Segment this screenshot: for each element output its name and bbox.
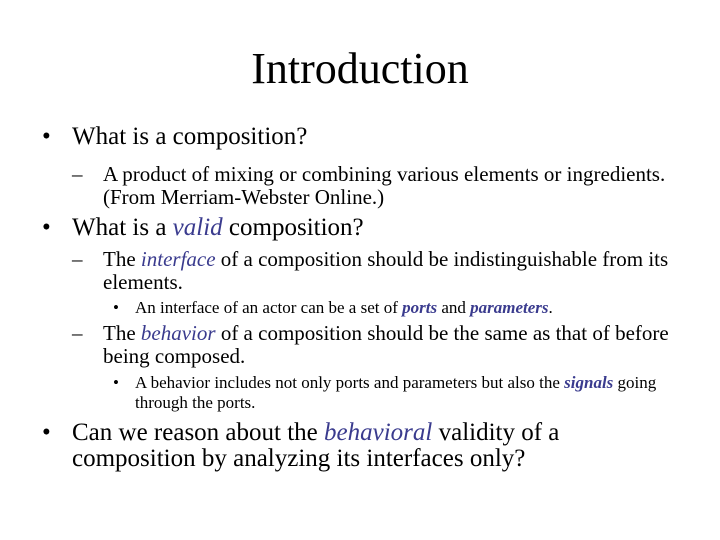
text-segment: . xyxy=(548,298,553,317)
emphasis-valid: valid xyxy=(172,214,223,241)
text-segment: validity of a composition by analyzing its interfaces only? xyxy=(72,419,560,472)
bullet-marker: • xyxy=(42,214,51,241)
subbullet-text xyxy=(72,248,682,294)
emphasis-ports: ports xyxy=(402,298,438,317)
dash-marker: – xyxy=(72,162,83,186)
text-segment: and xyxy=(437,298,471,317)
emphasis-behavioral: behavioral xyxy=(324,419,433,446)
bullet-what-is-valid-composition xyxy=(42,215,682,241)
bullet-text: What is a composition? xyxy=(72,123,308,150)
bullet-reason-behavioral-validity xyxy=(42,420,682,472)
text-segment: composition? xyxy=(222,214,364,241)
text-segment: A behavior includes not only ports and parameters but also the xyxy=(135,373,565,392)
subsubbullet-text xyxy=(113,298,673,318)
bullet-text xyxy=(42,420,682,472)
dash-marker: – xyxy=(72,247,83,271)
subsubbullet-behavior-signals xyxy=(113,373,673,413)
subbullet-interface xyxy=(72,248,682,294)
emphasis-interface: interface xyxy=(140,247,216,271)
bullet-marker: • xyxy=(113,373,119,392)
subbullet-composition-definition xyxy=(72,163,682,209)
bullet-marker: • xyxy=(42,419,51,446)
text-segment: What is a xyxy=(72,214,173,241)
text-segment: of a composition should be the same as that of before being composed. xyxy=(103,321,669,368)
text-segment: The xyxy=(103,247,141,271)
text-segment: The xyxy=(103,321,141,345)
bullet-marker: • xyxy=(42,123,51,150)
emphasis-parameters: parameters xyxy=(470,298,549,317)
subbullet-text xyxy=(72,322,682,368)
emphasis-behavior: behavior xyxy=(140,321,216,345)
subbullet-behavior xyxy=(72,322,682,368)
text-segment: of a composition should be indistinguishable from its elements. xyxy=(103,247,669,294)
bullet-what-is-composition xyxy=(42,124,682,150)
emphasis-signals: signals xyxy=(564,373,614,392)
subsubbullet-interface-ports xyxy=(113,298,673,318)
text-segment: Can we reason about the xyxy=(72,419,325,446)
dash-marker: – xyxy=(72,321,83,345)
bullet-text xyxy=(42,215,682,241)
slide-title: Introduction xyxy=(251,44,469,93)
subbullet-text: A product of mixing or combining various elements or ingredients. (From Merriam-Webster Online.) xyxy=(103,162,666,209)
subsubbullet-text xyxy=(113,373,673,413)
text-segment: going through the ports. xyxy=(135,373,657,412)
bullet-marker: • xyxy=(113,298,119,317)
text-segment: An interface of an actor can be a set of xyxy=(135,298,403,317)
